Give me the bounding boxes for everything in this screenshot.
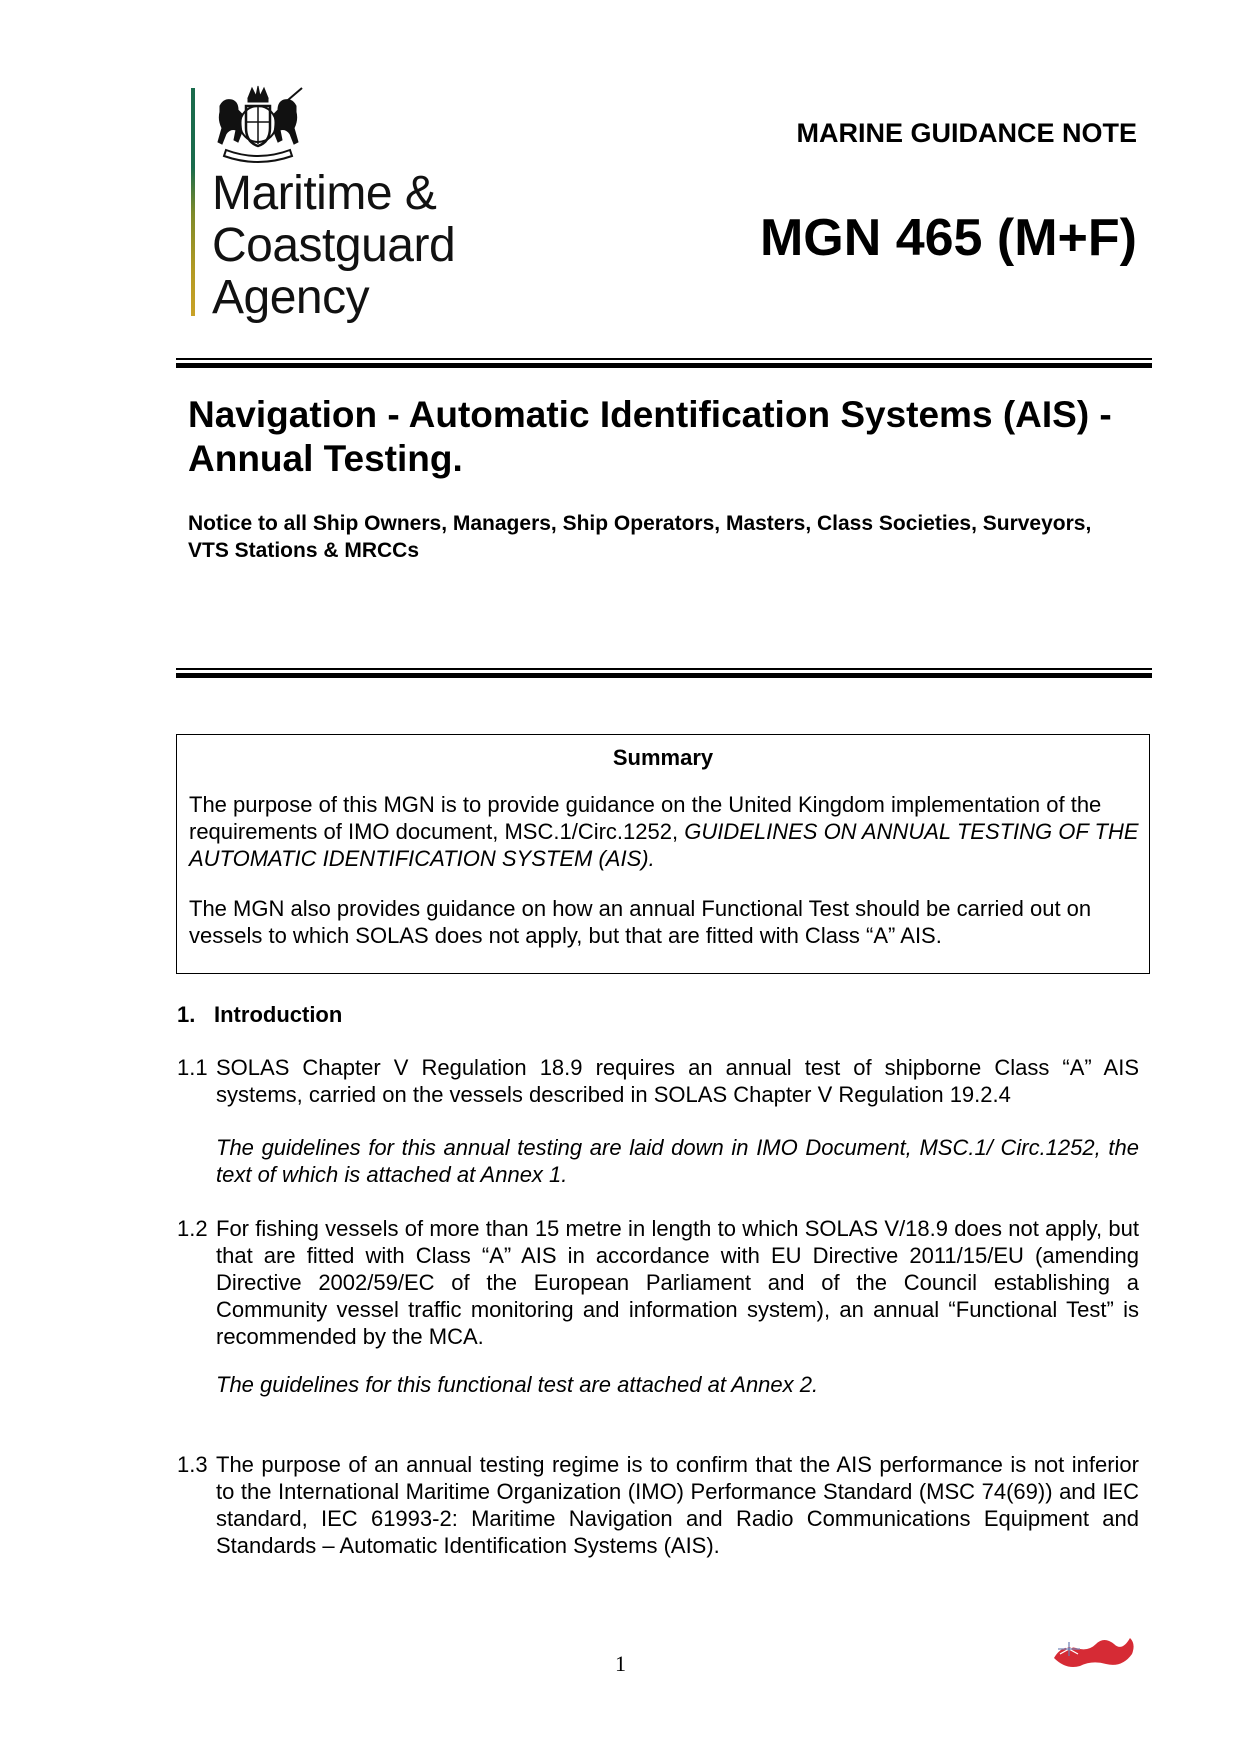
summary-heading: Summary bbox=[612, 745, 714, 770]
red-ensign-icon bbox=[1052, 1630, 1136, 1670]
logo-line-1: Maritime & bbox=[212, 167, 437, 220]
paragraph-note: The guidelines for this annual testing are laid down in IMO Document, MSC.1/ Circ.1252, the text of which is attached at Annex 1. bbox=[216, 1135, 1139, 1187]
logo-line-3: Agency bbox=[212, 271, 370, 324]
summary-paragraph-1-title: GUIDELINES ON ANNUAL TESTING OF THE AUTOMATIC IDENTIFICATION SYSTEM (AIS). bbox=[189, 819, 1139, 871]
paragraph-number: 1.3 bbox=[177, 1452, 208, 1477]
summary-paragraph-2: The MGN also provides guidance on how an annual Functional Test should be carried out on vessels to which SOLAS does not apply, but that are fitted with Class “A” AIS. bbox=[189, 896, 1092, 948]
notice-audience: Notice to all Ship Owners, Managers, Ship Operators, Masters, Class Societies, Surveyors, VTS Stations & MRCCs bbox=[188, 512, 1092, 562]
logo-accent-bar bbox=[191, 88, 195, 316]
notice-divider bbox=[176, 668, 1152, 678]
paragraph-text: SOLAS Chapter V Regulation 18.9 requires an annual test of shipborne Class “A” AIS systems, carried on the vessels described in SOLAS Chapter V Regulation 19.2.4 bbox=[216, 1055, 1139, 1107]
paragraph-text: The purpose of an annual testing regime is to confirm that the AIS performance is not inferior to the International Maritime Organization (IMO) Performance Standard (MSC 74(69)) and IEC standard, IEC 61993-2: Maritime Navigation and Radio Communications Equipment and Standards – Automatic Identification Systems (AIS). bbox=[216, 1452, 1139, 1558]
page-title: Navigation - Automatic Identification Systems (AIS) - Annual Testing. bbox=[188, 394, 1112, 479]
royal-crest-icon bbox=[212, 84, 304, 164]
summary-box bbox=[176, 734, 1150, 974]
paragraph-number: 1.1 bbox=[177, 1055, 208, 1080]
section-title: Introduction bbox=[214, 1002, 343, 1027]
section-heading-introduction bbox=[177, 1002, 342, 1028]
paragraph-number: 1.2 bbox=[177, 1216, 208, 1241]
paragraph-text: For fishing vessels of more than 15 metre in length to which SOLAS V/18.9 does not apply, but that are fitted with Class “A” AIS in accordance with EU Directive 2011/15/EU (amending Directive 2002/59/EC of the European Parliament and of the Council establishing a Community vessel traffic monitoring and information system), an annual “Functional Test” is recommended by the MCA. bbox=[216, 1216, 1139, 1349]
document-number: MGN 465 (M+F) bbox=[759, 209, 1137, 267]
paragraph-note: The guidelines for this functional test are attached at Annex 2. bbox=[216, 1372, 819, 1397]
guidance-note-label: MARINE GUIDANCE NOTE bbox=[796, 118, 1137, 148]
summary-paragraph-1-text: The purpose of this MGN is to provide guidance on the United Kingdom implementation of the requirements of IMO document, MSC.1/Circ.1252, bbox=[189, 792, 1102, 844]
section-number: 1. bbox=[177, 1002, 196, 1027]
agency-logo-text bbox=[212, 168, 455, 324]
logo-line-2: Coastguard bbox=[212, 219, 456, 272]
page-number: 1 bbox=[615, 1651, 626, 1676]
header-divider bbox=[176, 358, 1152, 368]
summary-paragraph-1 bbox=[189, 791, 1139, 872]
